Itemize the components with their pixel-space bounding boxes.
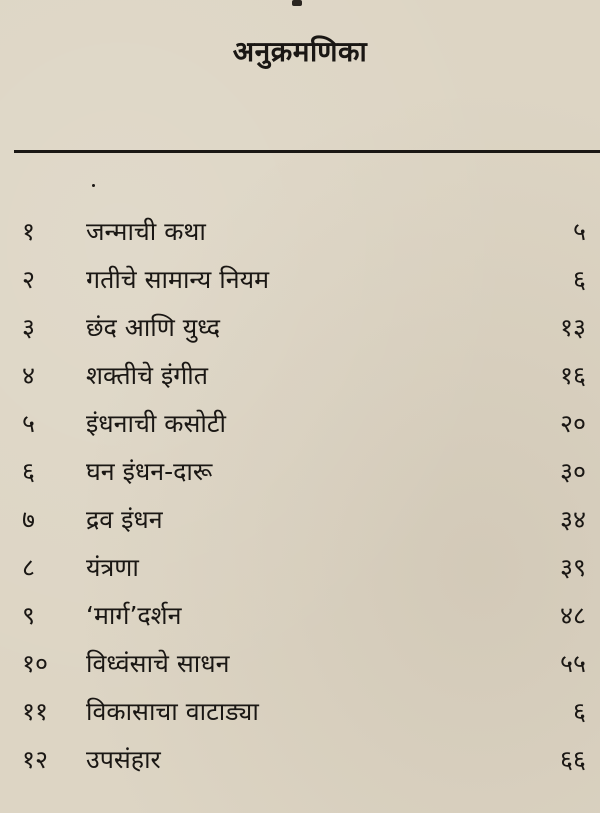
chapter-title: उपसंहार (86, 745, 161, 774)
chapter-title: विकासाचा वाटाड्या (86, 697, 259, 726)
toc-entry (0, 592, 600, 640)
chapter-number: १२ (22, 745, 49, 774)
page-title: अनुक्रमणिका (232, 35, 368, 68)
chapter-title: शक्तीचे इंगीत (86, 361, 209, 390)
toc-entry (0, 736, 600, 784)
page-number: ६ (572, 697, 586, 726)
page-number: ६६ (559, 745, 586, 774)
toc-entry (0, 640, 600, 688)
chapter-title: गतीचे सामान्य नियम (86, 265, 270, 294)
chapter-title: घन इंधन-दारू (86, 457, 213, 486)
toc-entry (0, 352, 600, 400)
chapter-number: ३ (22, 313, 36, 342)
ink-dot (92, 184, 95, 187)
chapter-number: ४ (22, 361, 36, 390)
chapter-number: १ (22, 217, 36, 246)
toc-entry (0, 304, 600, 352)
chapter-title: द्रव इंधन (86, 505, 163, 534)
chapter-number: ५ (22, 409, 36, 438)
page-number: ४८ (559, 601, 586, 630)
chapter-number: ८ (22, 553, 36, 582)
chapter-title: विध्वंसाचे साधन (86, 649, 230, 678)
toc-entry (0, 208, 600, 256)
page-number: ३४ (559, 505, 586, 534)
heading-divider (14, 150, 600, 153)
page-number: २० (559, 409, 586, 438)
toc-entry (0, 544, 600, 592)
ink-mark (292, 0, 302, 6)
page-number: ५ (572, 217, 586, 246)
chapter-title: छंद आणि युध्द (86, 313, 220, 342)
page-number: ५५ (559, 649, 586, 678)
toc-entry (0, 448, 600, 496)
page-number: ३९ (559, 553, 586, 582)
page-number: ३० (559, 457, 586, 486)
chapter-number: ११ (22, 697, 49, 726)
chapter-number: १० (22, 649, 49, 678)
page-number: १६ (559, 361, 586, 390)
chapter-title: ‘मार्ग’दर्शन (86, 601, 182, 630)
toc-entry (0, 256, 600, 304)
chapter-title: यंत्रणा (86, 553, 139, 582)
page-number: ६ (572, 265, 586, 294)
chapter-number: ९ (22, 601, 36, 630)
chapter-number: ६ (22, 457, 36, 486)
toc-entry (0, 688, 600, 736)
chapter-title: इंधनाची कसोटी (86, 409, 226, 438)
chapter-title: जन्माची कथा (86, 217, 206, 246)
toc-entry (0, 496, 600, 544)
chapter-number: ७ (22, 505, 36, 534)
chapter-number: २ (22, 265, 36, 294)
page-number: १३ (559, 313, 586, 342)
toc-entry (0, 400, 600, 448)
